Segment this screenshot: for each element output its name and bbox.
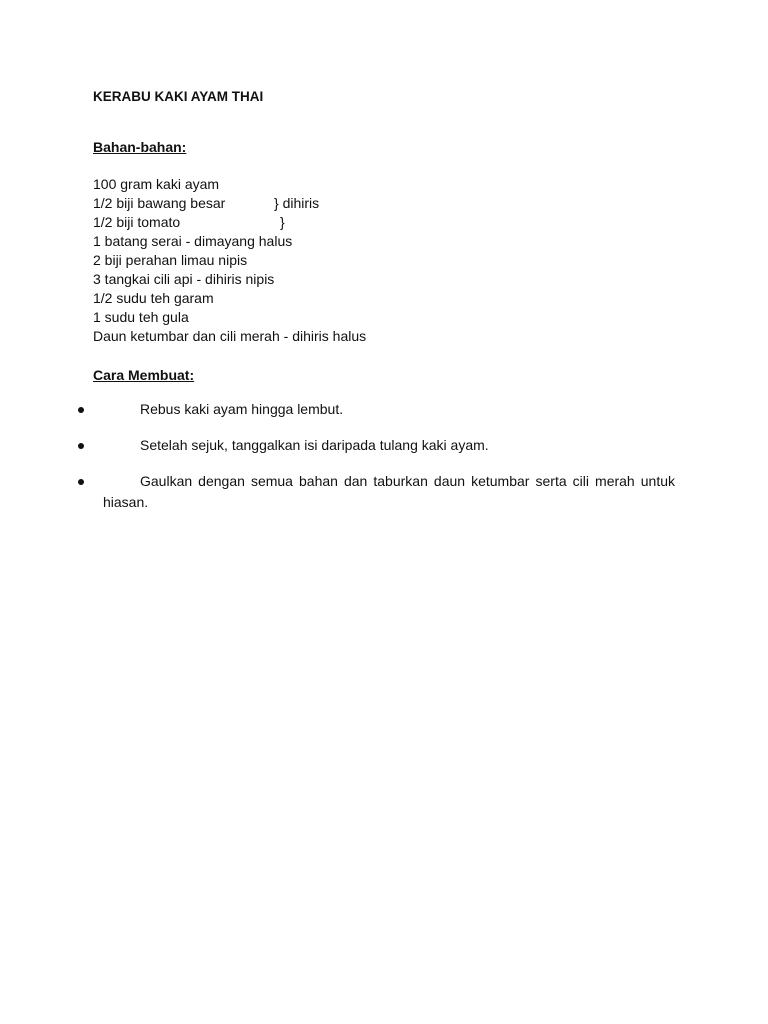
bullet-icon xyxy=(78,443,84,449)
ingredient-item xyxy=(93,308,366,327)
ingredient-item xyxy=(93,289,366,308)
ingredient-item xyxy=(93,175,366,194)
ingredient-item xyxy=(93,327,366,346)
method-step: Rebus kaki ayam hingga lembut. xyxy=(140,401,344,417)
ingredient-text: Daun ketumbar dan cili merah - dihiris halus xyxy=(93,328,367,344)
ingredient-item xyxy=(93,251,366,270)
method-step: Setelah sejuk, tanggalkan isi daripada tulang kaki ayam. xyxy=(140,437,489,453)
method-step: Gaulkan dengan semua bahan dan taburkan daun ketumbar serta cili merah untuk hiasan. xyxy=(103,473,675,510)
ingredient-item xyxy=(93,213,366,232)
ingredient-text: 1/2 biji bawang besar xyxy=(93,195,226,211)
ingredient-text: 100 gram kaki ayam xyxy=(93,176,220,192)
ingredient-item xyxy=(93,270,366,289)
bullet-icon xyxy=(78,479,84,485)
ingredient-text: 1/2 sudu teh garam xyxy=(93,290,214,306)
ingredient-item xyxy=(93,232,366,251)
ingredient-text: 2 biji perahan limau nipis xyxy=(93,252,248,268)
ingredient-text: 1 sudu teh gula xyxy=(93,309,189,325)
method-heading: Cara Membuat: xyxy=(93,367,195,383)
recipe-title: KERABU KAKI AYAM THAI xyxy=(93,89,264,104)
bullet-icon xyxy=(78,407,84,413)
ingredients-heading: Bahan-bahan: xyxy=(93,139,187,155)
ingredient-brace-note: } dihiris xyxy=(274,195,320,211)
ingredient-text: 1 batang serai - dimayang halus xyxy=(93,233,293,249)
ingredients-list xyxy=(93,175,366,346)
ingredient-brace-note: } xyxy=(280,214,285,230)
ingredient-text: 1/2 biji tomato xyxy=(93,214,181,230)
ingredient-item xyxy=(93,194,366,213)
ingredient-text: 3 tangkai cili api - dihiris nipis xyxy=(93,271,275,287)
